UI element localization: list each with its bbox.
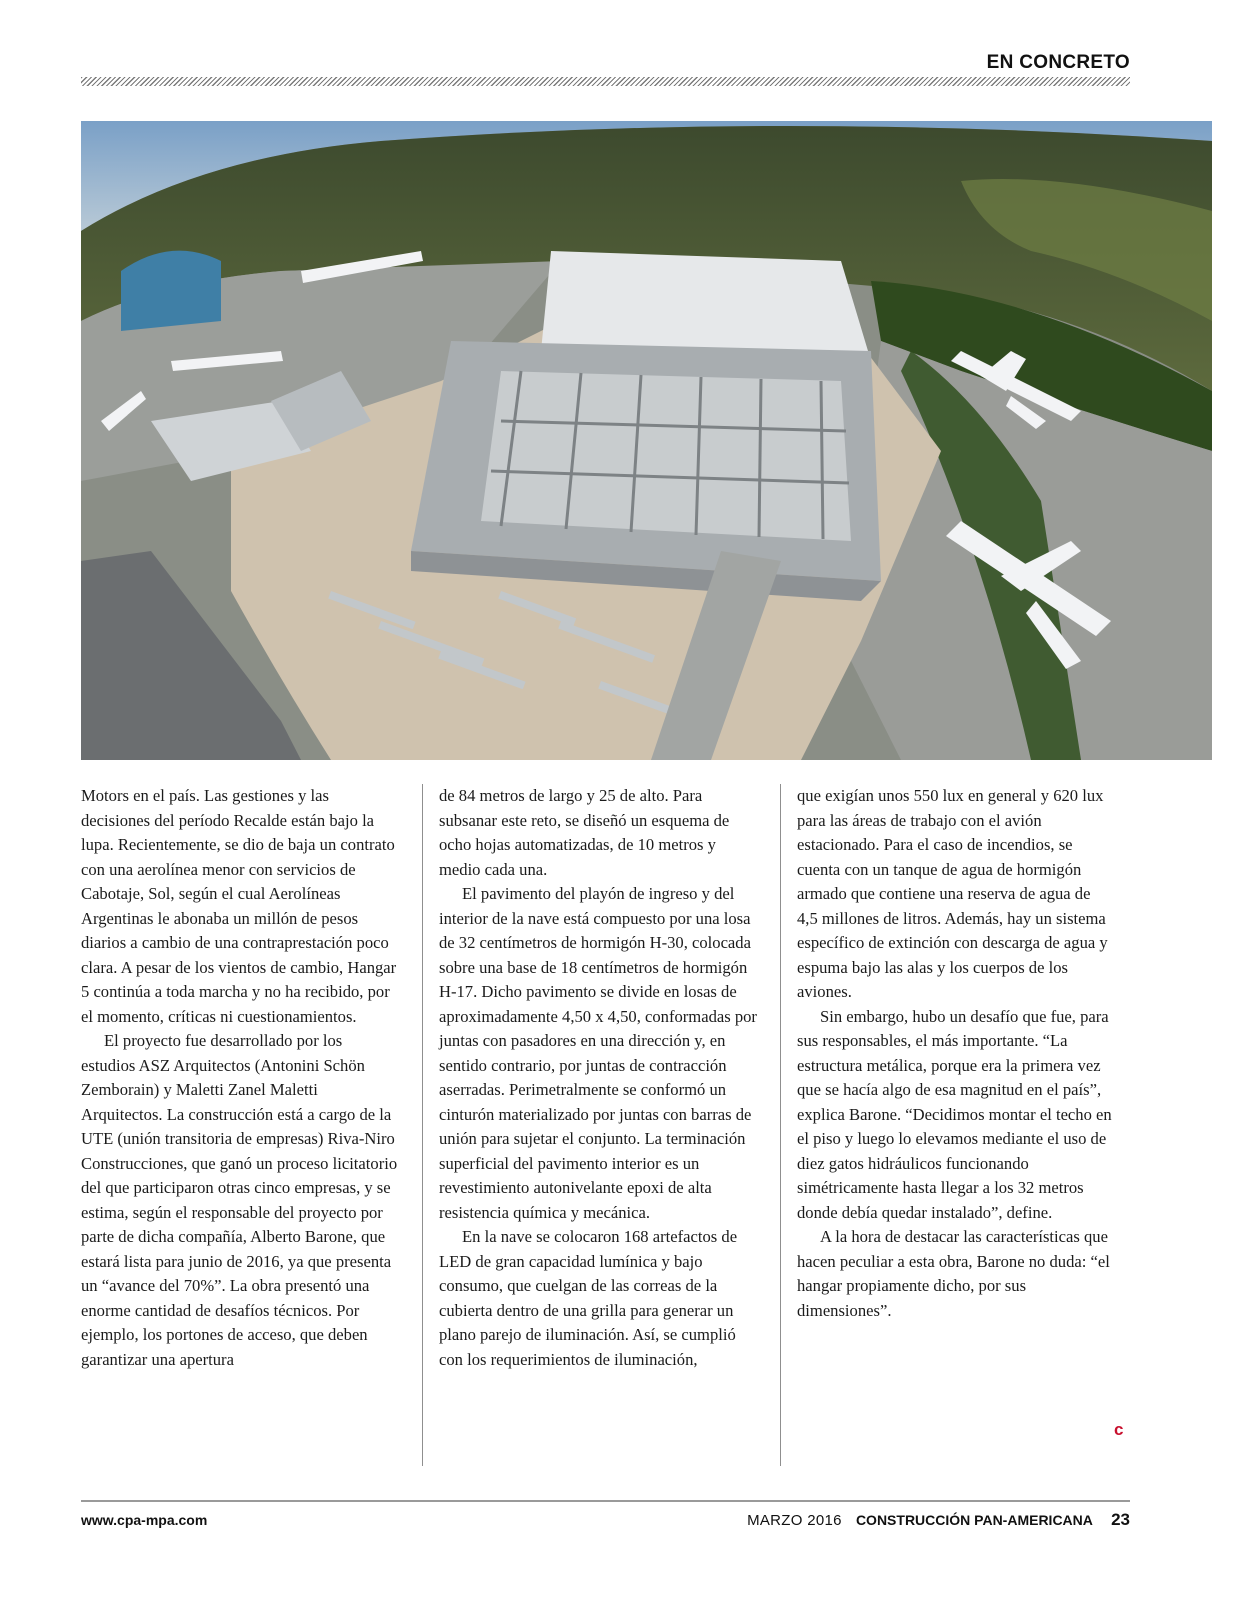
text-column-1: [81, 784, 399, 1472]
column-divider: [422, 784, 423, 1466]
article-body: [81, 784, 1130, 1472]
issue-date: MARZO 2016: [747, 1512, 842, 1529]
paragraph: de 84 metros de largo y 25 de alto. Para subsanar este reto, se diseñó un esquema de ocho hojas automatizadas, de 10 metros y medio cada una.: [439, 786, 730, 879]
footer-right: [747, 1510, 1130, 1530]
website-url[interactable]: www.cpa-mpa.com: [81, 1512, 208, 1528]
paragraph: A la hora de destacar las características que hacen peculiar a esta obra, Barone no duda: “el hangar propiamente dicho, por sus dimensiones”.: [797, 1227, 1110, 1320]
column-divider: [780, 784, 781, 1466]
footer-rule: [81, 1500, 1130, 1502]
end-of-article-mark: c: [1114, 1420, 1124, 1439]
page-footer: [81, 1512, 1130, 1534]
aerial-hangar-construction-photo: [81, 121, 1212, 760]
paragraph: En la nave se colocaron 168 artefactos de LED de gran capacidad lumínica y bajo consumo, que cuelgan de las correas de la cubierta dentro de una grilla para generar un plano parejo de iluminación. Así, se cumplió con los requerimientos de iluminación,: [439, 1227, 738, 1369]
paragraph: Sin embargo, hubo un desafío que fue, para sus responsables, el más importante. “La estructura metálica, porque era la primera vez que se hacía algo de esa magnitud en el país”, explica Barone. “Decidimos montar el techo en el piso y luego lo elevamos mediante el uso de diez gatos hidráulicos funcionando simétricamente hasta llegar a los 32 metros donde debía quedar instalado”, define.: [797, 1006, 1112, 1222]
magazine-name: CONSTRUCCIÓN PAN-AMERICANA: [855, 1512, 1093, 1528]
text-column-2: [439, 784, 757, 1472]
paragraph: El pavimento del playón de ingreso y del interior de la nave está compuesto por una losa de 32 centímetros de hormigón H-30, colocada sobre una base de 18 centímetros de hormigón H-17. Dicho pavimento se divide en losas de aproximadamente 4,50 x 4,50, conformadas por juntas con pasadores en una dirección y, en sentido contrario, por juntas de contracción aserradas. Perimetralmente se conformó un cinturón materializado por juntas con barras de unión para sujetar el conjunto. La terminación superficial del pavimento interior es un revestimiento autonivelante epoxi de alta resistencia química y mecánica.: [439, 884, 757, 1222]
paragraph: que exigían unos 550 lux en general y 620 lux para las áreas de trabajo con el avión estacionado. Para el caso de incendios, se cuenta con un tanque de agua de hormigón armado que contiene una reserva de agua de 4,5 millones de litros. Además, hay un sistema específico de extinción con descarga de agua y espuma bajo las alas y los cuerpos de los aviones.: [797, 786, 1108, 1001]
paragraph: El proyecto fue desarrollado por los estudios ASZ Arquitectos (Antonini Schön Zemborain) y Maletti Zanel Maletti Arquitectos. La construcción está a cargo de la UTE (unión transitoria de empresas) Riva-Niro Construcciones, que ganó un proceso licitatorio del que participaron otras cinco empresas, y se estima, según el responsable del proyecto por parte de dicha compañía, Alberto Barone, que estará lista para junio de 2016, ya que presenta un “avance del 70%”. La obra presentó una enorme cantidad de desafíos técnicos. Por ejemplo, los portones de acceso, que deben garantizar una apertura: [81, 1031, 398, 1369]
text-column-3: [797, 784, 1115, 1472]
paragraph: Motors en el país. Las gestiones y las decisiones del período Recalde están bajo la lupa. Recientemente, se dio de baja un contrato con una aerolínea menor con servicios de Cabotaje, Sol, según el cual Aerolíneas Argentinas le abonaba un millón de pesos diarios a cambio de una contraprestación poco clara. A pesar de los vientos de cambio, Hangar 5 continúa a toda marcha y no ha recibido, por el momento, críticas ni cuestionamientos.: [81, 786, 397, 1026]
page-number: 23: [1111, 1510, 1130, 1529]
header-hatch-rule: [81, 77, 1130, 86]
section-label: EN CONCRETO: [986, 52, 1130, 73]
